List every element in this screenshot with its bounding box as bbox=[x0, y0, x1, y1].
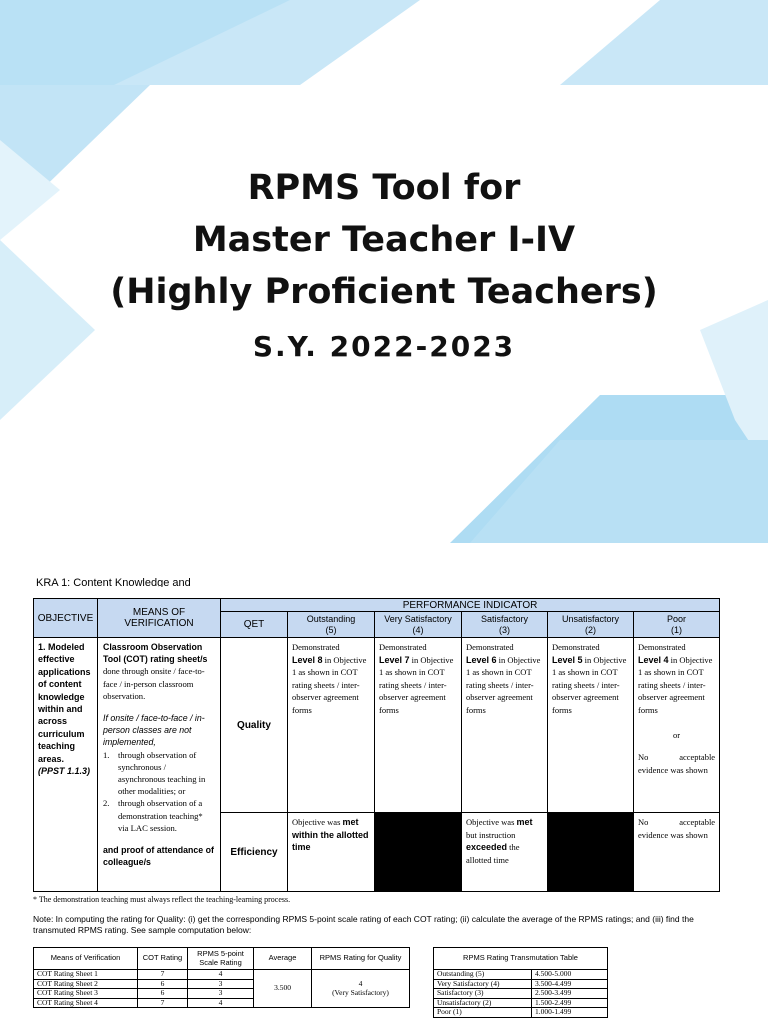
sample-computation-table bbox=[33, 947, 410, 1008]
quality-unsatisfactory: Demonstrated Level 5 in Objective 1 as shown in COT rating sheets / inter-observer agreement forms bbox=[548, 638, 634, 813]
list-item: 1. through observation of synchronous / asynchronous teaching in other modalities; or bbox=[103, 749, 206, 797]
table-cell: 6 bbox=[138, 979, 188, 989]
footnote: * The demonstration teaching must always reflect the teaching-learning process. bbox=[33, 895, 291, 904]
table-cell: 2.500-3.499 bbox=[532, 989, 608, 999]
verification-options-list bbox=[103, 749, 215, 834]
qet-quality-label: Quality bbox=[221, 638, 288, 813]
table-cell: Poor (1) bbox=[434, 1008, 532, 1018]
objective-cell: 1. Modeled effective applications of content knowledge within and across curriculum teaching areas. (PPST 1.1.3) bbox=[34, 638, 98, 892]
header-means-of-verification: MEANS OF VERIFICATION bbox=[98, 599, 221, 638]
qet-efficiency-label: Efficiency bbox=[221, 813, 288, 892]
efficiency-poor: No acceptable evidence was shown bbox=[634, 813, 720, 892]
table-cell: Satisfactory (3) bbox=[434, 989, 532, 999]
transmutation-table bbox=[433, 947, 608, 1018]
header-level-satisfactory: Satisfactory (3) bbox=[462, 612, 548, 638]
table-cell: 4 bbox=[188, 970, 254, 980]
table-cell: 1.500-2.499 bbox=[532, 998, 608, 1008]
quality-poor-no-evidence: No acceptable evidence was shown bbox=[638, 752, 716, 775]
efficiency-satisfactory: Objective was met but instruction exceeded the allotted time bbox=[462, 813, 548, 892]
quality-satisfactory: Demonstrated Level 6 in Objective 1 as shown in COT rating sheets / inter-observer agreement forms bbox=[462, 638, 548, 813]
header-rpms-quality: RPMS Rating for Quality bbox=[312, 948, 410, 970]
table-cell: 7 bbox=[138, 998, 188, 1008]
table-row bbox=[434, 1008, 608, 1018]
table-cell: COT Rating Sheet 4 bbox=[34, 998, 138, 1008]
header-cot-rating: COT Rating bbox=[138, 948, 188, 970]
efficiency-unsatisfactory-blank bbox=[548, 813, 634, 892]
header-level-poor: Poor (1) bbox=[634, 612, 720, 638]
performance-indicator-table bbox=[33, 598, 720, 892]
table-row bbox=[34, 970, 410, 980]
table-cell: 3 bbox=[188, 989, 254, 999]
quality-poor-or: or bbox=[672, 729, 681, 740]
computation-note: Note: In computing the rating for Quality: (i) get the corresponding RPMS 5-point scale rating of each COT rating; (ii) calculate the average of the RPMS ratings; and (iii) find the transmuted RPMS rating. See sample computation below: bbox=[33, 914, 694, 935]
efficiency-outstanding: Objective was met within the allotted time bbox=[288, 813, 375, 892]
header-qet: QET bbox=[221, 612, 288, 638]
transmutation-header: RPMS Rating Transmutation Table bbox=[434, 948, 608, 970]
header-level-outstanding: Outstanding (5) bbox=[288, 612, 375, 638]
header-rpms-scale: RPMS 5-point Scale Rating bbox=[188, 948, 254, 970]
cover-title-line-2: Master Teacher I-IV bbox=[192, 220, 576, 260]
table-cell: COT Rating Sheet 2 bbox=[34, 979, 138, 989]
cover-title-line-3: (Highly Proficient Teachers) bbox=[110, 272, 658, 312]
header-means: Means of Verification bbox=[34, 948, 138, 970]
school-year: S.Y. 2022-2023 bbox=[252, 330, 516, 363]
header-level-unsatisfactory: Unsatisfactory (2) bbox=[548, 612, 634, 638]
table-cell: 6 bbox=[138, 989, 188, 999]
quality-outstanding: Demonstrated Level 8 in Objective 1 as shown in COT rating sheets / inter-observer agreement forms bbox=[288, 638, 375, 813]
efficiency-very-satisfactory-blank bbox=[375, 813, 462, 892]
table-cell: 3 bbox=[188, 979, 254, 989]
header-average: Average bbox=[254, 948, 312, 970]
means-of-verification-cell: Classroom Observation Tool (COT) rating sheet/s done through onsite / face-to-face / in-person classroom observation. If onsite / face-to-face / in-person classes are not implemented, 1. through observation of synchronous / asynchronous teaching in other modalities; or 2. through observation of a demonstration teaching* via LAC session. and proof of attendance of colleague/s bbox=[98, 638, 221, 892]
header-objective: OBJECTIVE bbox=[34, 599, 98, 638]
table-cell: 1.000-1.499 bbox=[532, 1008, 608, 1018]
table-cell: COT Rating Sheet 1 bbox=[34, 970, 138, 980]
rpms-table-page bbox=[0, 543, 768, 1024]
header-level-very-satisfactory: Very Satisfactory (4) bbox=[375, 612, 462, 638]
quality-very-satisfactory: Demonstrated Level 7 in Objective 1 as shown in COT rating sheets / inter-observer agreement forms bbox=[375, 638, 462, 813]
table-cell: COT Rating Sheet 3 bbox=[34, 989, 138, 999]
cover-title-line-1: RPMS Tool for bbox=[247, 168, 521, 208]
table-cell: 7 bbox=[138, 970, 188, 980]
quality-poor: Demonstrated Level 4 in Objective 1 as shown in COT rating sheets / inter-observer agreement forms or No acceptable evidence was shown bbox=[634, 638, 720, 813]
kra-heading: KRA 1: Content Knowledge and bbox=[36, 577, 191, 587]
average-value: 3.500 bbox=[254, 970, 312, 1008]
table-row bbox=[434, 970, 608, 980]
table-cell: 4.500-5.000 bbox=[532, 970, 608, 980]
table-cell: Very Satisfactory (4) bbox=[434, 979, 532, 989]
table-row bbox=[434, 989, 608, 999]
list-item: 2. through observation of a demonstration teaching* via LAC session. bbox=[103, 798, 203, 833]
rpms-quality-value: 4 (Very Satisfactory) bbox=[312, 970, 410, 1008]
table-cell: Outstanding (5) bbox=[434, 970, 532, 980]
table-cell: Unsatisfactory (2) bbox=[434, 998, 532, 1008]
table-cell: 4 bbox=[188, 998, 254, 1008]
header-performance-indicator: PERFORMANCE INDICATOR bbox=[221, 599, 720, 612]
table-cell: 3.500-4.499 bbox=[532, 979, 608, 989]
